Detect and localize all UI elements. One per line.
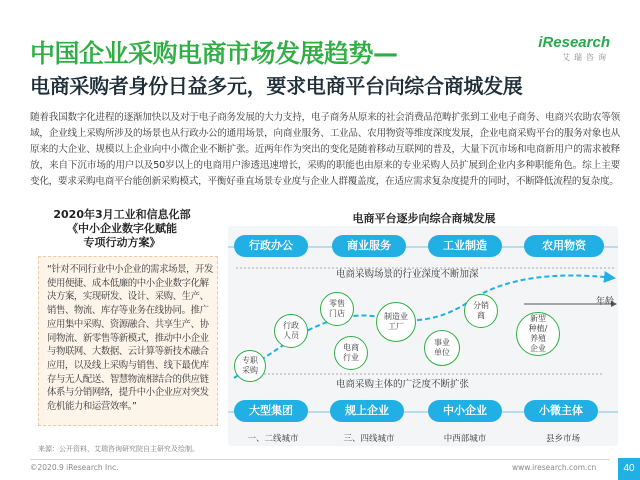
- bubble-new-farming-enterprise: [516, 312, 560, 356]
- policy-quote-box: [38, 256, 218, 426]
- source-note: 来源：公开资料，艾瑞咨询研究院自主研究及绘制。: [38, 445, 199, 453]
- pill-above-scale: 规上企业: [330, 400, 404, 422]
- page-title: 中国企业采购电商市场发展趋势—: [30, 39, 398, 68]
- age-label: 年龄: [596, 297, 615, 307]
- breadth-caption: 电商采购主体的广泛度不断扩张: [336, 379, 470, 390]
- bubble-manufacturing-factory: [376, 302, 416, 342]
- bubble-line: 新型: [529, 314, 546, 323]
- iresearch-logo: [530, 34, 610, 63]
- bubble-admin-staff: [274, 314, 308, 348]
- bubble-line: 零售: [329, 299, 345, 308]
- bubble-line: 企业: [529, 344, 546, 353]
- page-subtitle: 电商采购者身份日益多元，要求电商平台向综合商城发展: [30, 74, 523, 98]
- pill-business-service: 商业服务: [332, 235, 406, 257]
- policy-title-line2: 《中小企业数字化赋能: [67, 222, 177, 235]
- bubble-line: 制造业: [384, 312, 408, 321]
- depth-caption: 电商采购场景的行业深度不断加深: [336, 269, 479, 280]
- bubble-line: 行业: [343, 353, 359, 362]
- bubble-ecommerce-industry: [334, 336, 368, 370]
- diagram-title: 电商平台逐步向综合商城发展: [352, 212, 496, 225]
- pill-micro: 小微主体: [524, 400, 598, 422]
- policy-quote: “针对不同行业中小企业的需求场景，开发使用便捷、成本低廉的中小企业数字化解决方案，实现研发、设计、采购、生产、销售、物流、库存等业务在线协同。推广应用集中采购、资源融合、共享生产、协同物流、新零售等新模式，推动中小企业与物联网、大数据、云计算等新技术融合应用，以及线上采购与销售、线下最优库存与无人配送、智慧物流相结合的供应链体系与分销网络，提升中小企业应对突发危机能力和运营效率。”: [47, 264, 214, 413]
- bubble-retail-store: [320, 292, 354, 326]
- pill-sme: 中小企业: [428, 400, 502, 422]
- bubble-line: 事业: [434, 338, 450, 347]
- bubble-distributor: [464, 294, 498, 328]
- bubble-line: 人员: [283, 331, 299, 340]
- platform-evolution-diagram: [224, 208, 624, 448]
- bubble-public-institution: [424, 330, 460, 366]
- bubble-line: 单位: [434, 348, 450, 357]
- pill-manufacturing: 工业制造: [428, 235, 502, 257]
- bubble-line: 养殖: [529, 334, 546, 343]
- bubble-dedicated-procurement: [234, 350, 266, 382]
- copyright: ©2020.9 iResearch Inc.: [30, 463, 119, 472]
- pill-admin-office: 行政办公: [234, 235, 308, 257]
- market-central-west: 中西部城市: [443, 434, 487, 444]
- bubble-line: 分销: [473, 301, 489, 310]
- bubble-line: 电商: [343, 343, 359, 352]
- logo-name: iResearch: [538, 34, 610, 51]
- bubble-line: 工厂: [388, 322, 404, 331]
- bubble-line: 采购: [242, 366, 258, 375]
- bubble-line: 门店: [329, 309, 345, 318]
- website-link[interactable]: www.iresearch.com.cn: [512, 463, 597, 472]
- bubble-line: 种植/: [528, 324, 548, 333]
- market-tier3-4: 三、四线城市: [343, 434, 395, 444]
- policy-title-line3: 专项行动方案》: [83, 236, 161, 249]
- market-tier1-2: 一、二线城市: [247, 434, 299, 444]
- pill-agri-supplies: 农用物资: [524, 235, 604, 257]
- bubble-line: 行政: [283, 321, 299, 330]
- bubble-line: 商: [477, 311, 485, 320]
- bubble-line: 专职: [242, 356, 258, 365]
- market-county: 县乡市场: [545, 434, 580, 444]
- policy-title: [24, 208, 220, 250]
- footer-divider: [30, 459, 610, 460]
- policy-title-line1: 2020年3月工业和信息化部: [53, 208, 191, 221]
- intro-paragraph: 随着我国数字化进程的逐渐加快以及对于电子商务发展的大力支持，电子商务从原来的社会消费品范畴扩张到工业电子商务、电商兴农助农等领域，企业线上采购所涉及的场景也从行政办公的通用场景，向商业服务、工业品、农用物资等维度深度发展，企业电商采购平台的服务对象也从原来的大企业、规模以上企业向中小微企业不断扩张。近两年作为突出的变化是随着移动互联网的普及，大量下沉市场和电商新用户的需求被释放，来自下沉市场的用户以及50岁以上的电商用户渗透迅速增长，采购的职能也由原来的专业采购人员扩展到企业内多种职能角色。综上主要变化，要求采购电商平台能创新采购模式，平衡好垂直场景专业度与企业人群覆盖度，在适应需求复杂度提升的同时，不断降低流程的复杂度。: [30, 112, 620, 187]
- page-number: 40: [618, 458, 640, 480]
- pill-large-group: 大型集团: [234, 400, 308, 422]
- logo-subtitle: 艾瑞咨询: [562, 53, 610, 62]
